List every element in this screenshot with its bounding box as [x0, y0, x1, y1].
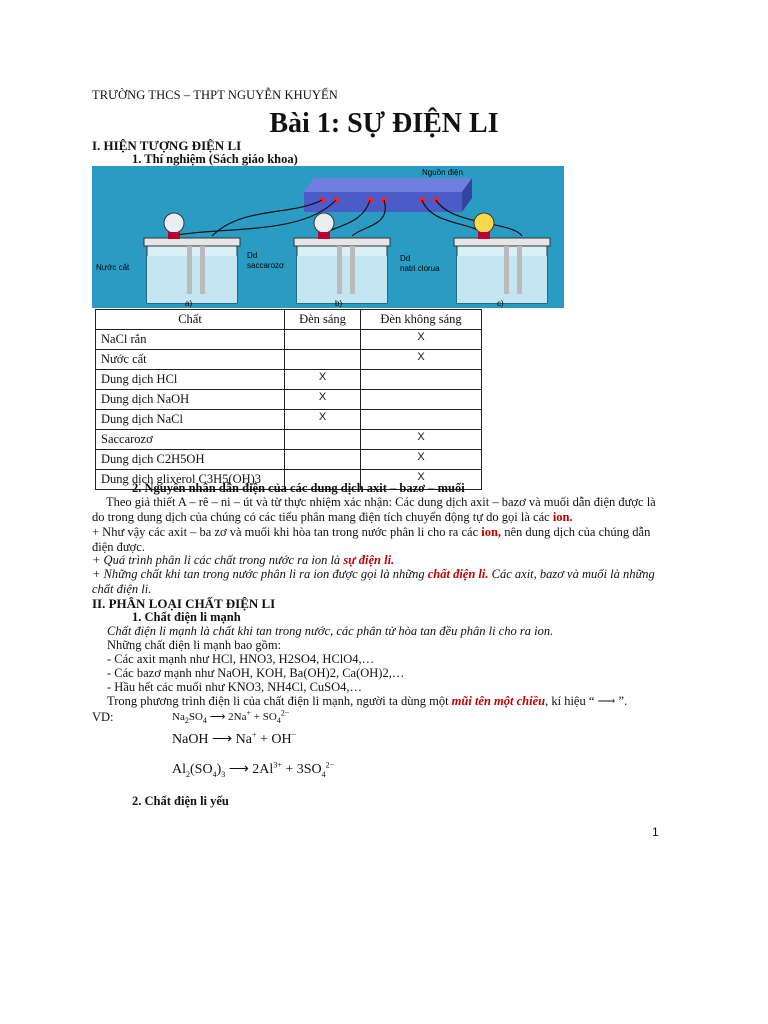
table-row: Nước cất X	[96, 350, 482, 370]
strong-bases: - Các bazơ mạnh như NaOH, KOH, Ba(OH)2, Ca(OH)2,…	[107, 666, 405, 680]
salt-label-2: natri clorua	[400, 264, 440, 273]
page-title: Bài 1: SỰ ĐIỆN LI	[269, 108, 499, 139]
experiment-figure	[92, 166, 564, 308]
school-name: TRƯỜNG THCS – THPT NGUYỄN KHUYẾN	[92, 88, 338, 102]
table-row: Saccarozơ X	[96, 430, 482, 450]
experiment-result-table	[95, 309, 482, 490]
table-row: Dung dịch HCl X	[96, 370, 482, 390]
equation-na2so4: $Na_2SO_4$ ⟶ $2Na^+ + SO_4^{2-}$	[172, 708, 290, 726]
strong-salts: - Hầu hết các muối như KNO3, NH4Cl, CuSO4,…	[107, 680, 363, 694]
table-row: NaCl rắn X	[96, 330, 482, 350]
sugar-label-1: Dd	[247, 251, 258, 260]
water-label: Nước cất	[96, 263, 130, 272]
arrow-note: Trong phương trình điện li của chất điện li mạnh, người ta dùng một mũi tên một chiều, kí hiệu “ ⟶ ”.	[107, 694, 628, 708]
subsection-strong: 1. Chất điện li mạnh	[132, 610, 241, 624]
equation-al2so43: $Al_2(SO_4)_3$ ⟶ $2Al^{3+} + 3SO_4^{2-}$	[172, 760, 335, 779]
col-header-lamp-on: Đèn sáng	[285, 310, 361, 330]
section-heading-1: I. HIỆN TƯỢNG ĐIỆN LI	[92, 138, 242, 153]
strong-definition: Chất điện li mạnh là chất khi tan trong nước, các phân tử hòa tan đều phân li cho ra ion.	[107, 624, 554, 638]
col-header-substance: Chất	[96, 310, 285, 330]
experiment-illustration	[92, 166, 564, 308]
table-header-row	[96, 310, 482, 330]
salt-label-1: Dd	[400, 254, 411, 263]
table-row: Dung dịch NaOH X	[96, 390, 482, 410]
sugar-label-2: saccarozơ	[247, 261, 285, 270]
subsection-experiment: 1. Thí nghiệm (Sách giáo khoa)	[132, 152, 298, 166]
label-c: c)	[497, 299, 504, 308]
paragraph-ions: + Như vậy các axit – ba zơ và muối khi hòa tan trong nước phân li cho ra các ion, nên dung dịch của chúng dẫn điện được.	[92, 525, 651, 554]
col-header-lamp-off: Đèn không sáng	[361, 310, 482, 330]
power-source-label: Nguồn điện	[422, 168, 463, 177]
paragraph-dissociation: + Quá trình phân li các chất trong nước ra ion là sự điện li.	[92, 553, 395, 567]
subsection-cause: 2. Nguyên nhân dẫn điện của các dung dịch axit – bazơ – muối	[132, 481, 465, 495]
paragraph-arrhenius: Theo giả thiết A – rê – ni – út và từ thực nhiệm xác nhận: Các dung dịch axit – bazơ và muối dẫn điện được là do trong dung dịch của chúng có các tiểu phân mang điện tích chuyển động tự do gọi là các ion.	[92, 495, 656, 524]
section-heading-2: II. PHÂN LOẠI CHẤT ĐIỆN LI	[92, 596, 276, 611]
table-row: Dung dịch NaCl X	[96, 410, 482, 430]
strong-includes: Những chất điện li mạnh bao gồm:	[107, 638, 282, 652]
table-row: Dung dịch glixerol C3H5(OH)3 X	[96, 470, 482, 490]
label-b: b)	[335, 299, 343, 308]
page-number: 1	[652, 825, 659, 839]
table-row: Dung dịch C2H5OH X	[96, 450, 482, 470]
equation-naoh: NaOH ⟶ Na+ + OH−	[172, 730, 297, 747]
paragraph-electrolytes: + Những chất khi tan trong nước phân li ra ion được gọi là những chất điện li. Các axit, bazơ và muối là những chất điện li.	[92, 567, 655, 596]
label-a: a)	[185, 299, 193, 308]
strong-acids: - Các axit mạnh như HCl, HNO3, H2SO4, HClO4,…	[107, 652, 375, 666]
subsection-weak: 2. Chất điện li yếu	[132, 794, 229, 808]
example-label: VD:	[92, 710, 114, 724]
